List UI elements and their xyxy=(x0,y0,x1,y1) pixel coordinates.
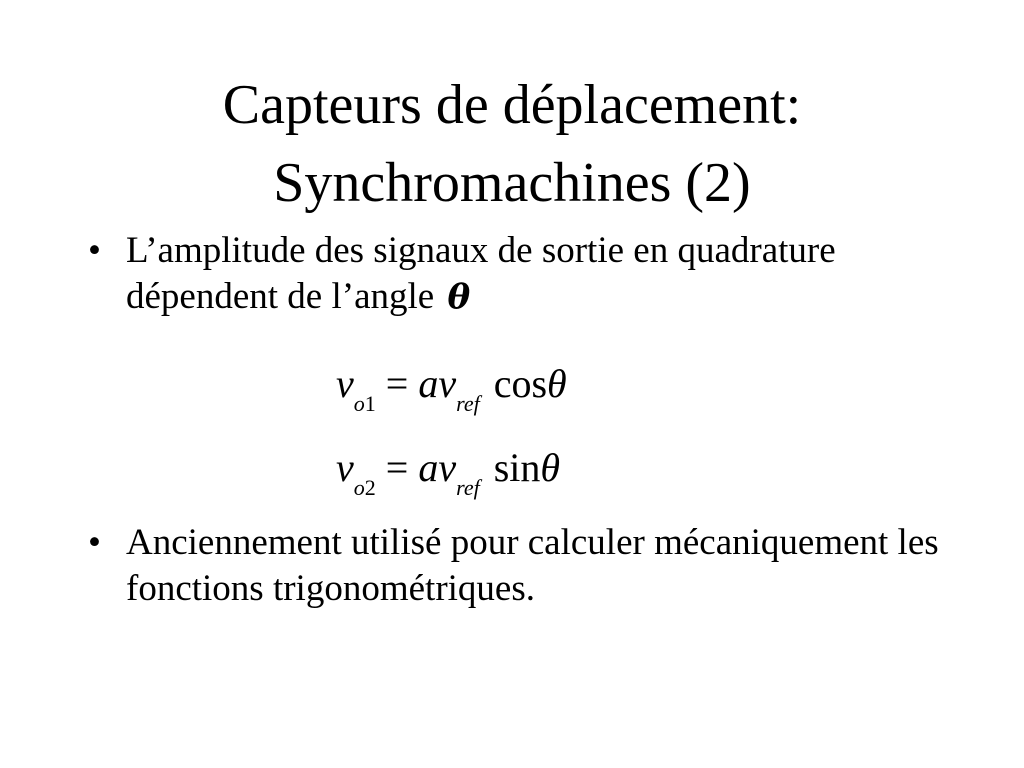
eq-rhs-subscript: ref xyxy=(456,475,480,500)
eq-lhs-var: v xyxy=(336,445,354,490)
equation-sin xyxy=(336,444,561,500)
theta-symbol: θ xyxy=(447,277,471,317)
title-line-1: Capteurs de déplacement: xyxy=(222,74,802,136)
bullet-text xyxy=(126,228,968,320)
eq-lhs-sub-num: 1 xyxy=(364,391,376,416)
bullet-icon: • xyxy=(88,522,101,563)
eq-rhs-subscript: ref xyxy=(456,391,480,416)
eq-lhs-subscript xyxy=(354,475,376,500)
bullet-icon: • xyxy=(88,230,101,271)
eq-lhs-sub-num: 2 xyxy=(364,475,376,500)
eq-rhs-coef: av xyxy=(418,361,457,406)
eq-lhs-sub-letter: o xyxy=(353,391,365,416)
eq-lhs-sub-letter: o xyxy=(353,475,365,500)
eq-rhs-coef: av xyxy=(418,445,457,490)
slide-title xyxy=(0,66,1024,222)
eq-lhs-var: v xyxy=(336,361,354,406)
bullet-text: Anciennement utilisé pour calculer mécaniquement les fonctions trigonométriques. xyxy=(126,522,939,609)
title-line-2: Synchromachines (2) xyxy=(273,152,751,214)
equation-cos xyxy=(336,360,567,416)
eq-arg: θ xyxy=(540,445,561,490)
eq-equals: = xyxy=(385,361,409,406)
eq-equals: = xyxy=(385,445,409,490)
eq-function: cos xyxy=(493,361,548,406)
bullet-item xyxy=(88,520,968,612)
eq-lhs-subscript xyxy=(354,391,376,416)
eq-function: sin xyxy=(493,445,541,490)
bullet-text-body: L’amplitude des signaux de sortie en quadrature dépendent de l’angle xyxy=(126,230,836,317)
eq-arg: θ xyxy=(547,361,567,406)
bullet-item xyxy=(88,228,968,320)
